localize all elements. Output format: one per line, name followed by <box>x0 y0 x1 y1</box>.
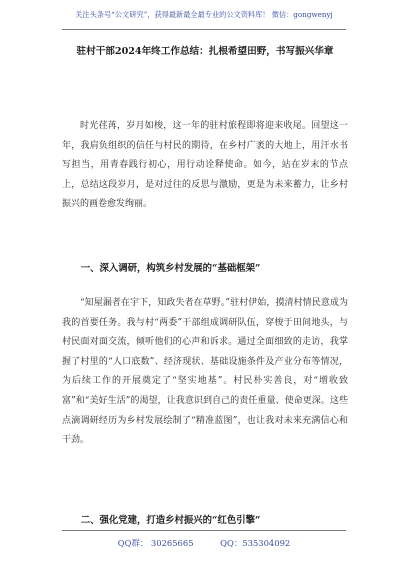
section-heading-1: 一、深入调研，构筑乡村发展的“基础框架” <box>80 263 261 274</box>
document-title: 驻村干部2024年终工作总结：扎根希望田野，书写振兴华章 <box>76 46 334 57</box>
page-header <box>0 0 408 30</box>
footer-divider <box>62 530 346 531</box>
header-banner-text: 关注头条号“公文研究”，获得最新最全最专业的公文资料库！ 微信：gongwenyj <box>75 10 333 19</box>
paragraph-intro: 时光荏苒，岁月如梭，这一年的驻村旅程即将迎来收尾。回望这一年，我肩负组织的信任与村民的期待，在乡村广袤的大地上，用汗水书写担当，用青春践行初心，用行动诠释使命。如今，站在岁末的节点上，总结这段岁月，是对过往的反思与激励，更是为未来蓄力，让乡村振兴的画卷愈发绚丽。 <box>62 121 348 210</box>
footer-contact-text: QQ群： 30265665 QQ：535304092 <box>117 538 291 548</box>
page-footer <box>0 530 408 550</box>
paragraph-section-1: “知屋漏者在宇下，知政失者在草野。”驻村伊始，摸清村情民意成为我的首要任务。我与村“两委”干部组成调研队伍，穿梭于田间地头，与村民面对面交流，倾听他们的心声和诉求。通过全面细致的走访，我掌握了村里的“人口底数”、经济现状、基础设施条件及产业分布等情况，为后续工作的开展奠定了“坚实地基”。村民朴实善良，对“增收致富”和“美好生活”的渴望，让我意识到自己的责任重量、使命更深。这些点滴调研经历为乡村发展绘制了“精准蓝图”，也让我对未来充满信心和干劲。 <box>62 298 348 446</box>
section-heading-2: 二、强化党建，打造乡村振兴的“红色引擎” <box>80 515 261 526</box>
header-divider <box>62 29 346 30</box>
